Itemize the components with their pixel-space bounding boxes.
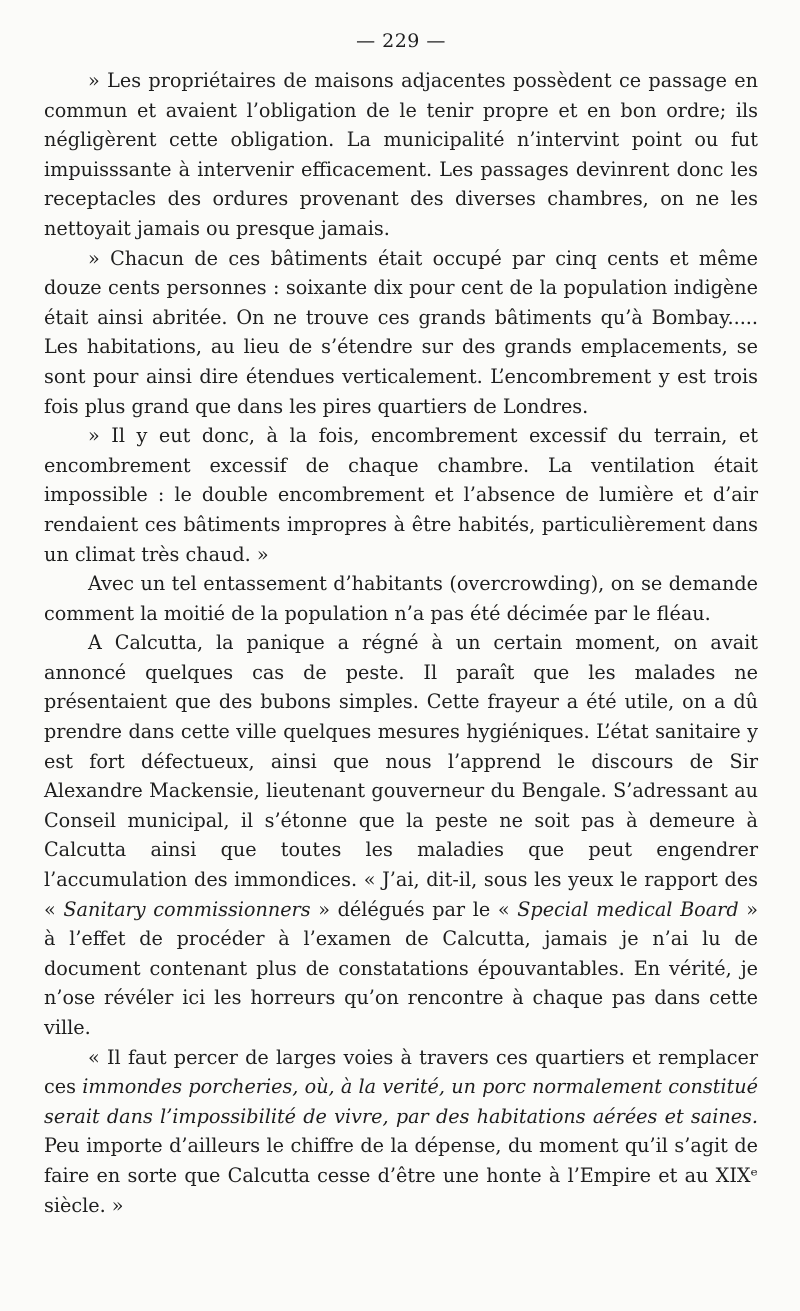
text-run: » Il y eut donc, à la fois, encombrement excessif du terrain, et encombrement excessif de chaque chambre. La ventilation était impossible : le double encombrement et l’absence de lumière et d’air rendaient ces bâtiments impropres à être habités, particulièrement dans un climat très chaud. » [44,424,758,566]
italic-text: immondes porcheries, où, à la verité, un porc normalement constitué serait dans l’impossibilité de vivre, par des habitations aérées et saines. [44,1075,758,1128]
paragraph [44,1043,758,1221]
text-run: » à l’effet de procéder à l’examen de Calcutta, jamais je n’ai lu de document contenant plus de constatations épouvantables. En vérité, je n’ose révéler ici les horreurs qu’on rencontre à chaque pas dans cette ville. [44,897,759,1039]
paragraph [44,66,758,244]
body-text [44,66,758,1220]
paragraph [44,569,758,628]
paragraph [44,244,758,422]
text-run: Peu importe d’ailleurs le chiffre de la dépense, du moment qu’il s’agit de faire en sorte que Calcutta cesse d’être une honte à l’Empire et au XIXᵉ siècle. » [44,1134,758,1217]
text-run: » Chacun de ces bâtiments était occupé par cinq cents et même douze cents personnes : soixante dix pour cent de la population indigène était ainsi abritée. On ne trouve ces grands bâtiments qu’à Bombay..... Les habitations, au lieu de s’étendre sur des grands emplacements, se sont pour ainsi dire étendues verticalement. L’encombrement y est trois fois plus grand que dans les pires quartiers de Londres. [44,246,758,418]
text-run: A Calcutta, la panique a régné à un certain moment, on avait annoncé quelques cas de peste. Il paraît que les malades ne présentaient que des bubons simples. Cette frayeur a été utile, on a dû prendre dans cette ville quelques mesures hygiéniques. L’état sanitaire y est fort défectueux, ainsi que nous l’apprend le discours de Sir Alexandre Mackensie, lieutenant gouverneur du Bengale. S’adressant au Conseil municipal, il s’étonne que la peste ne soit pas à demeure à Calcutta ainsi que toutes les maladies que peut engendrer l’accumulation des immondices. « J’ai, dit-il, sous les yeux le rapport des « [44,631,758,921]
paragraph [44,628,758,1042]
text-run: » Les propriétaires de maisons adjacentes possèdent ce passage en commun et avaient l’obligation de le tenir propre et en bon ordre; ils négligèrent cette obligation. La municipalité n’intervint point ou fut impuisssante à intervenir efficacement. Les passages devinrent donc les receptacles des ordures provenant des diverses chambres, on ne les nettoyait jamais ou presque jamais. [44,69,758,240]
text-run: Avec un tel entassement d’habitants (overcrowding), on se demande comment la moitié de la population n’a pas été décimée par le fléau. [44,572,758,625]
text-run: » délégués par le « [310,897,518,921]
paragraph [44,421,758,569]
page-number: — 229 — [356,30,446,52]
italic-text: Sanitary commissionners [63,897,311,921]
text-run: « Il faut percer de larges voies à travers ces quartiers et remplacer ces [44,1045,758,1099]
italic-text: Special medical Board [517,897,739,921]
